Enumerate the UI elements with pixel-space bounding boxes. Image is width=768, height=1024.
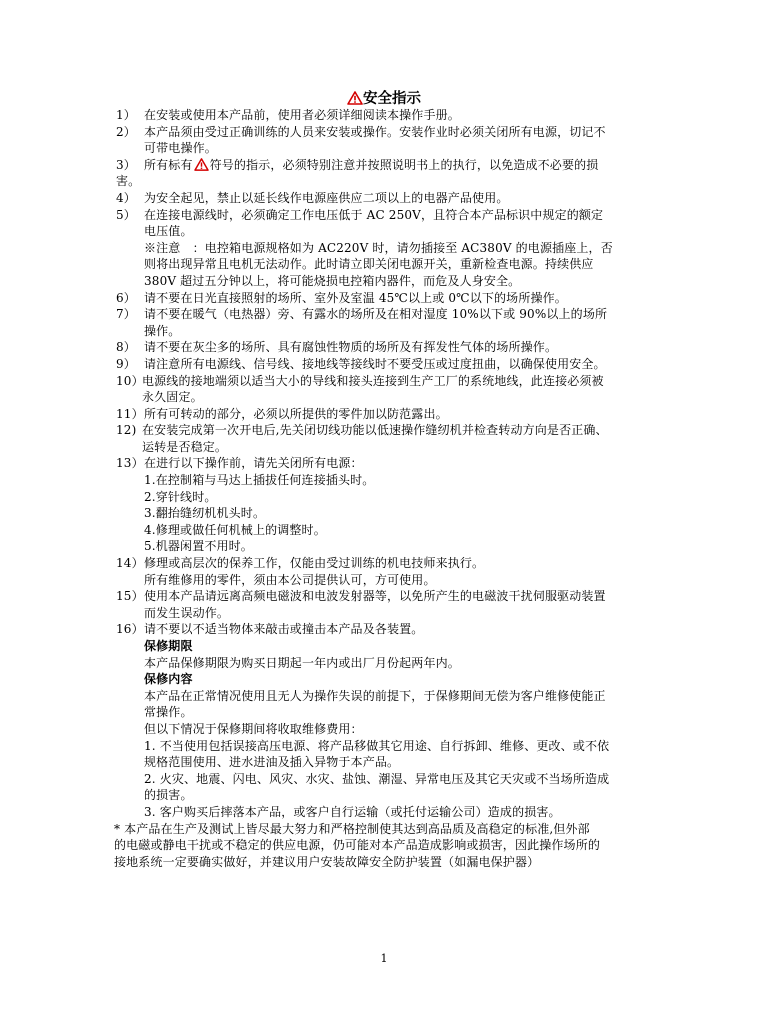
item-number: 1） (116, 108, 136, 122)
charge-item: 的损害。 (144, 788, 193, 803)
safety-item-4 (116, 190, 656, 207)
item-text: 永久固定。 (142, 390, 203, 405)
item-number: 4） (116, 190, 136, 205)
sub-item: 4.修理或做任何机械上的调整时。 (144, 522, 326, 537)
item-number: 6） (116, 290, 136, 305)
note-text: 380V 超过五分钟以上，将可能烧损电控箱内器件，而危及人身安全。 (144, 273, 521, 288)
charge-item: 3. 客户购买后摔落本产品，或客户自行运输（或托付运输公司）造成的损害。 (144, 804, 561, 819)
footnote-text: * 本产品在生产及测试上皆尽最大努力和严格控制使其达到高品质及高稳定的标准,但外部 (114, 821, 590, 836)
charge-item: 1. 不当使用包括误接高压电源、将产品移做其它用途、自行拆卸、维修、更改、或不依 (144, 738, 610, 753)
item-number: 16） (116, 622, 144, 637)
sub-item: 5.机器闲置不用时。 (144, 539, 253, 554)
item-text: 电压值。 (144, 224, 193, 239)
charge-item: 2. 火灾、地震、闪电、风灾、水灾、盐蚀、潮湿、异常电压及其它天灾或不当场所造成 (144, 771, 610, 786)
safety-item-6 (116, 290, 656, 307)
item-number: 3） (116, 157, 136, 172)
safety-item-7 (116, 306, 656, 339)
item-number: 2） (116, 124, 136, 139)
item-number: 13） (116, 456, 144, 471)
safety-item-3 (116, 157, 656, 174)
item-text: 运转是否稳定。 (142, 439, 228, 454)
item-number: 10） (116, 373, 144, 388)
safety-item-16 (116, 621, 656, 638)
safety-item-11 (116, 406, 656, 423)
footnote-text: 的电磁或静电干扰或不稳定的供应电源，仍可能对本产品造成影响或损害，因此操作场所的 (114, 838, 601, 853)
item-number: 14） (116, 556, 144, 571)
charge-item: 规格范围使用、进水进油及插入异物于本产品。 (144, 755, 400, 770)
page-title (0, 90, 768, 108)
item-number: 12) (116, 423, 137, 438)
warning-triangle-icon (347, 91, 363, 105)
safety-instructions (116, 107, 656, 870)
item-text-post: 符号的指示，必须特别注意并按照说明书上的执行，以免造成不必要的损 (209, 157, 599, 172)
item-text: 害。 (116, 174, 141, 189)
sub-item: 2.穿针线时。 (144, 489, 217, 504)
title-text: 安全指示 (363, 90, 421, 107)
note-text: 则将出现异常且电机无法动作。此时请立即关闭电源开关，重新检查电源。持续供应 (144, 257, 594, 272)
page-number: 1 (380, 952, 388, 965)
item-text: 本产品须由受过正确训练的人员来安装或操作。安装作业时必须关闭所有电源，切记不 (144, 124, 606, 139)
item-text: 可带电操作。 (144, 141, 217, 156)
item-number: 7） (116, 307, 136, 322)
item-text: 请注意所有电源线、信号线、接地线等接线时不要受压或过度扭曲，以确保使用安全。 (144, 356, 606, 371)
item-text: 操作。 (144, 323, 181, 338)
item-text: 而发生误动作。 (144, 605, 230, 620)
safety-item-14 (116, 555, 656, 588)
note-text: ※注意 ：电控箱电源规格如为 AC220V 时，请勿插接至 AC380V 的电源插座上，否 (144, 240, 613, 255)
warning-triangle-icon (194, 158, 209, 171)
safety-note (116, 240, 656, 290)
warranty-content-text: 但以下情况于保修期间将收取维修费用： (144, 721, 363, 736)
item-text-pre: 所有标有 (144, 157, 193, 172)
warranty-content-heading: 保修内容 (144, 672, 193, 687)
item-number: 11） (116, 406, 144, 421)
item-number: 15） (116, 589, 144, 604)
safety-item-15 (116, 588, 656, 621)
safety-item-13 (116, 455, 656, 555)
safety-item-9 (116, 356, 656, 373)
safety-item-2 (116, 124, 656, 157)
footnote-text: 接地系统一定要确实做好，并建议用户安装故障安全防护装置（如漏电保护器） (114, 854, 540, 869)
item-text: 在连接电源线时，必须确定工作电压低于 AC 250V，且符合本产品标识中规定的额定 (144, 207, 604, 222)
item-number: 8） (116, 340, 136, 355)
item-text: 修理或高层次的保养工作，仅能由受过训练的机电技师来执行。 (144, 556, 485, 571)
warranty-section (116, 638, 656, 821)
safety-item-1 (116, 107, 656, 124)
safety-item-10 (116, 373, 656, 406)
footnote (114, 821, 656, 871)
item-text: 在安装或使用本产品前，使用者必须详细阅读本操作手册。 (144, 108, 460, 122)
warranty-period-heading: 保修期限 (144, 639, 193, 653)
item-text: 电源线的接地端须以适当大小的导线和接头连接到生产工厂的系统地线，此连接必须被 (142, 373, 604, 388)
item-text: 所有可转动的部分，必须以所提供的零件加以防范露出。 (144, 406, 448, 421)
item-text: 请不要在灰尘多的场所、具有腐蚀性物质的场所及有挥发性气体的场所操作。 (144, 340, 558, 355)
item-text: 在安装完成第一次开电后,先关闭切线功能以低速操作缝纫机并检查转动方向是否正确、 (142, 423, 608, 438)
item-text: 为安全起见，禁止以延长线作电源座供应二项以上的电器产品使用。 (144, 190, 509, 205)
item-text (144, 157, 656, 174)
item-3-continuation (116, 173, 656, 190)
safety-item-8 (116, 339, 656, 356)
item-text: 所有维修用的零件，须由本公司提供认可，方可使用。 (144, 572, 436, 587)
item-number: 5） (116, 207, 136, 222)
sub-item: 1.在控制箱与马达上插拔任何连接插头时。 (144, 473, 375, 488)
item-text: 在进行以下操作前，请先关闭所有电源： (144, 456, 363, 471)
item-text: 使用本产品请远离高频电磁波和电波发射器等，以免所产生的电磁波干扰伺服驱动装置 (144, 589, 606, 604)
item-text: 请不要以不适当物体来敲击或撞击本产品及各装置。 (144, 622, 424, 637)
item-text: 请不要在日光直接照射的场所、室外及室温 45℃以上或 0℃以下的场所操作。 (144, 290, 567, 305)
safety-item-5 (116, 207, 656, 240)
warranty-period-text: 本产品保修期限为购买日期起一年内或出厂月份起两年内。 (144, 655, 460, 670)
item-text: 请不要在暖气（电热器）旁、有露水的场所及在相对湿度 10%以下或 90%以上的场所 (144, 307, 608, 322)
sub-item: 3.翻抬缝纫机机头时。 (144, 506, 266, 521)
item-number: 9） (116, 356, 136, 371)
warranty-content-text: 本产品在正常情况使用且无人为操作失误的前提下，于保修期间无偿为客户维修使能正 (144, 688, 606, 703)
safety-item-12 (116, 422, 656, 455)
warranty-content-text: 常操作。 (144, 705, 193, 720)
